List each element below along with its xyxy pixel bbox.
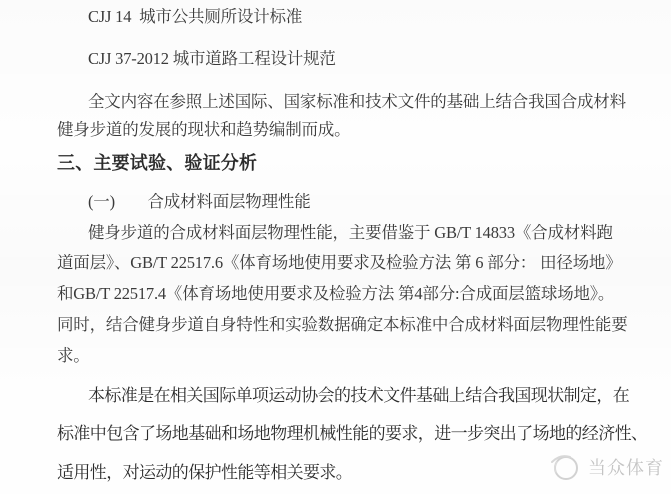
reference-line-cjj37: CJJ 37-2012 城市道路工程设计规范 bbox=[88, 49, 336, 68]
intro-paragraph-line: 健身步道的发展的现状和趋势编制而成。 bbox=[57, 120, 351, 139]
reference-line-cjj14: CJJ 14 城市公共厕所设计标准 bbox=[88, 7, 303, 26]
physical-paragraph-line: 道面层》、GB/T 22517.6《体育场地使用要求及检验方法 第 6 部分： 田径场地》 bbox=[57, 253, 622, 272]
physical-paragraph-line: 健身步道的合成材料面层物理性能，主要借鉴于 GB/T 14833《合成材料跑 bbox=[88, 223, 613, 242]
physical-paragraph-line: 和GB/T 22517.4《体育场地使用要求及检验方法 第4部分:合成面层篮球场地》。 bbox=[57, 284, 615, 303]
standard-basis-paragraph-line: 本标准是在相关国际单项运动协会的技术文件基础上结合我国现状制定，在 bbox=[88, 386, 630, 405]
standard-basis-paragraph-line: 适用性，对运动的保护性能等相关要求。 bbox=[57, 463, 353, 482]
watermark bbox=[548, 450, 664, 484]
brand-logo-icon bbox=[548, 450, 582, 484]
physical-paragraph-line: 同时，结合健身步道自身特性和实验数据确定本标准中合成材料面层物理性能要 bbox=[57, 315, 628, 334]
section-heading: 三、主要试验、验证分析 bbox=[57, 153, 258, 173]
physical-paragraph-line: 求。 bbox=[57, 346, 90, 365]
intro-paragraph-line: 全文内容在参照上述国际、国家标准和技术文件的基础上结合我国合成材料 bbox=[88, 92, 626, 111]
watermark-label: 当众体育 bbox=[588, 458, 664, 478]
standard-basis-paragraph-line: 标准中包含了场地基础和场地物理机械性能的要求，进一步突出了场地的经济性、 bbox=[57, 424, 648, 443]
subsection-heading: (一) 合成材料面层物理性能 bbox=[88, 192, 311, 211]
